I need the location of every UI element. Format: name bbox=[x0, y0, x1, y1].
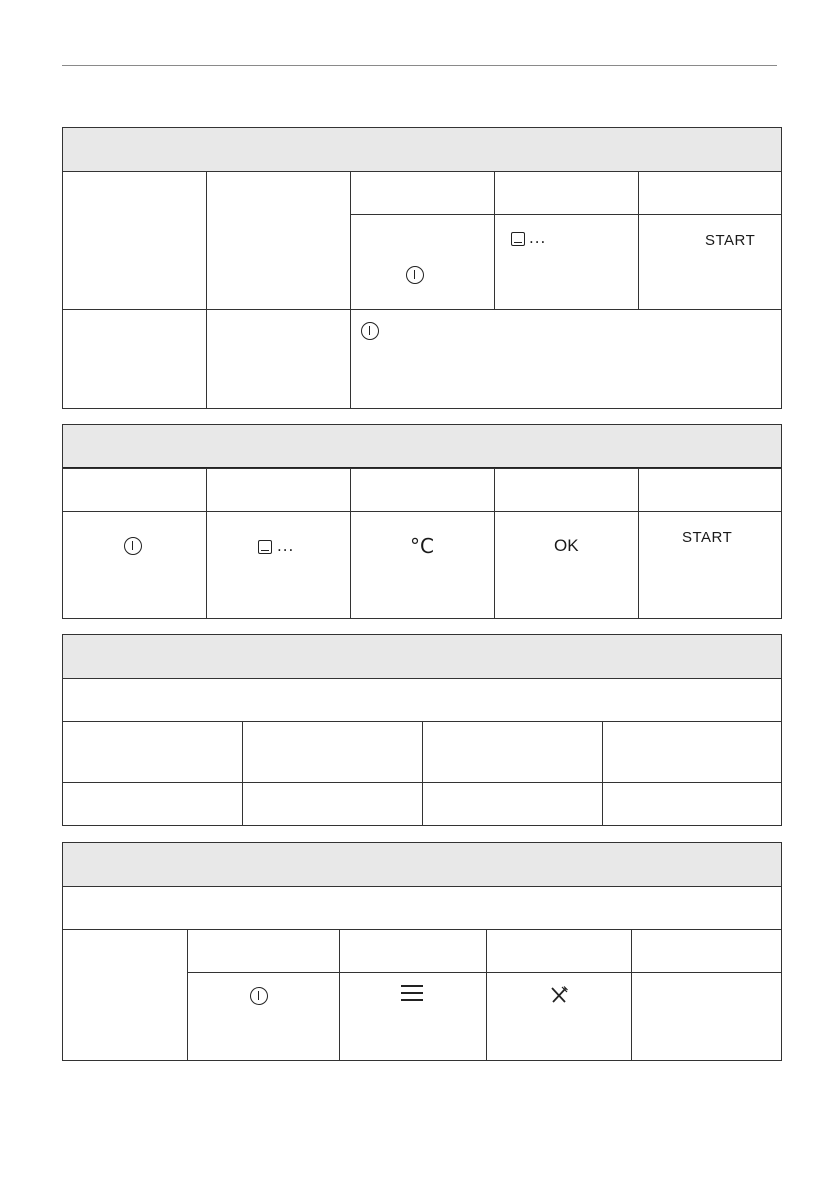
oven-display-icon bbox=[511, 232, 525, 246]
table-1-cell bbox=[350, 171, 495, 215]
table-2-cell bbox=[62, 511, 207, 619]
table-3-row bbox=[62, 678, 782, 722]
table-1-cell bbox=[206, 171, 351, 310]
ellipsis-text: ... bbox=[277, 537, 295, 555]
power-icon bbox=[250, 987, 268, 1005]
table-2-cell bbox=[494, 511, 639, 619]
power-icon bbox=[406, 266, 424, 284]
table-1-cell bbox=[350, 214, 495, 310]
oven-display-icon bbox=[258, 540, 272, 554]
table-2-cell bbox=[638, 468, 782, 512]
table-4-cell bbox=[486, 929, 632, 973]
top-rule bbox=[62, 65, 777, 66]
table-1-cell bbox=[638, 214, 782, 310]
start-label: START bbox=[682, 529, 733, 546]
table-1-cell bbox=[62, 171, 207, 310]
table-2-cell bbox=[206, 468, 351, 512]
table-4-cell bbox=[631, 972, 782, 1061]
table-1-cell bbox=[494, 214, 639, 310]
table-3 bbox=[62, 634, 782, 826]
table-4-row bbox=[62, 886, 782, 930]
table-2-header bbox=[63, 425, 781, 469]
power-icon bbox=[124, 537, 142, 555]
table-2-cell bbox=[206, 511, 351, 619]
table-1-cell bbox=[206, 309, 351, 409]
table-3-cell bbox=[422, 721, 603, 783]
table-3-cell bbox=[602, 782, 782, 826]
table-3-cell bbox=[602, 721, 782, 783]
table-1-cell bbox=[638, 171, 782, 215]
table-3-cell bbox=[242, 782, 423, 826]
table-1-cell bbox=[494, 171, 639, 215]
table-3-cell bbox=[242, 721, 423, 783]
table-2-cell bbox=[350, 511, 495, 619]
table-1 bbox=[62, 127, 782, 409]
table-3-cell bbox=[62, 782, 243, 826]
table-4-cell bbox=[631, 929, 782, 973]
table-4-cell bbox=[62, 929, 188, 1061]
power-icon bbox=[361, 322, 379, 340]
table-4-header bbox=[63, 843, 781, 887]
cutlery-icon bbox=[550, 986, 568, 1004]
ellipsis-text: ... bbox=[529, 229, 547, 247]
table-1-header bbox=[63, 128, 781, 172]
ok-label: OK bbox=[554, 536, 579, 555]
table-1-cell bbox=[62, 309, 207, 409]
table-4-cell bbox=[187, 929, 340, 973]
table-2-cell bbox=[494, 468, 639, 512]
table-2-cell bbox=[350, 468, 495, 512]
table-4-cell bbox=[339, 972, 487, 1061]
table-3-cell bbox=[62, 721, 243, 783]
table-4-cell bbox=[187, 972, 340, 1061]
table-2-cell bbox=[62, 468, 207, 512]
start-label: START bbox=[705, 232, 756, 249]
celsius-icon: °C bbox=[410, 534, 434, 558]
table-2-cell bbox=[638, 511, 782, 619]
menu-icon bbox=[401, 985, 423, 1002]
table-4-cell bbox=[339, 929, 487, 973]
table-2 bbox=[62, 424, 782, 619]
table-1-cell bbox=[350, 309, 782, 409]
table-3-cell bbox=[422, 782, 603, 826]
table-4 bbox=[62, 842, 782, 1061]
table-3-header bbox=[63, 635, 781, 679]
table-4-cell bbox=[486, 972, 632, 1061]
